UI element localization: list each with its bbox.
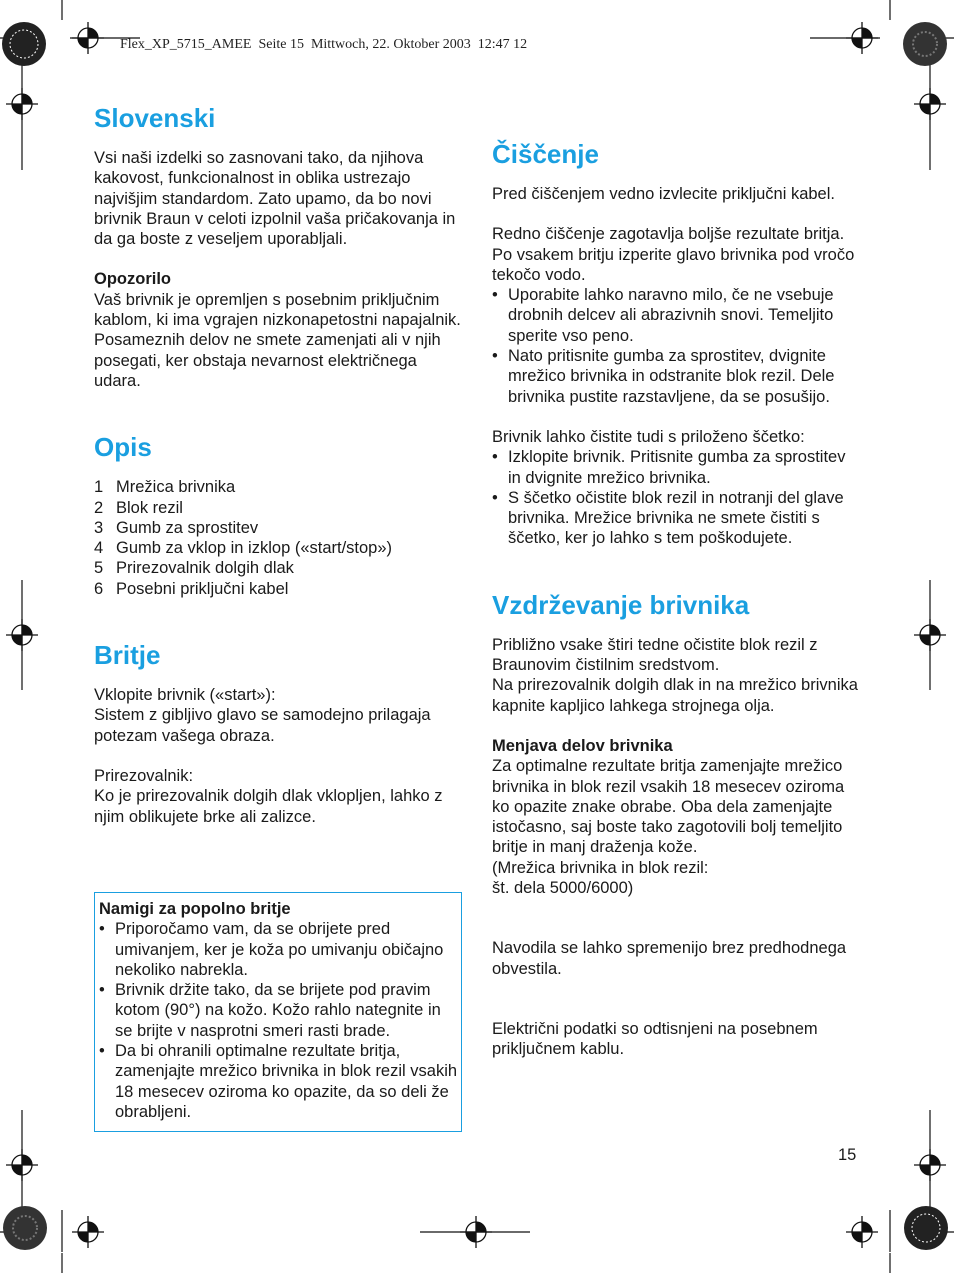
- list-item: • Izklopite brivnik. Pritisnite gumba za sprostitev in dvignite mrežico brivnika.: [492, 447, 862, 488]
- section-title-ciscenje: Čiščenje: [492, 139, 599, 169]
- electrical-paragraph: Električni podatki so odtisnjeni na posebnem priključnem kablu.: [492, 1019, 818, 1059]
- list-item: 5 Prirezovalnik dolgih dlak: [94, 559, 294, 578]
- section-title-opis: Opis: [94, 432, 152, 463]
- warning-heading: Opozorilo: [94, 270, 171, 289]
- list-item: • Da bi ohranili optimalne rezultate britja, zamenjajte mrežico brivnika in blok rezil vsakih 18 mesecev oziroma ko opazite, da so deli že obrabljeni.: [99, 1041, 461, 1122]
- list-item: • Nato pritisnite gumba za sprostitev, dvignite mrežico brivnika in odstranite blok rezil. Dele brivnika pustite razstavljene, da se posušijo.: [492, 346, 862, 407]
- maintenance-paragraph: Približno vsake štiri tedne očistite blok rezil z Braunovim čistilnim sredstvom.: [492, 635, 818, 675]
- list-item: • S ščetko očistite blok rezil in notranji del glave brivnika. Mrežice brivnika ne smete čistiti s ščetko, ker jo lahko s tem poškodujete.: [492, 488, 862, 549]
- britje-line: Vklopite brivnik («start»):: [94, 686, 276, 705]
- list-item: 3 Gumb za sprostitev: [94, 518, 259, 537]
- section-title-vzdrzevanje: Vzdrževanje brivnika: [492, 589, 750, 620]
- cleaning-list: [492, 285, 862, 407]
- replacement-parts-line: (Mrežica brivnika in blok rezil:: [492, 858, 709, 877]
- warning-paragraph: Vaš brivnik je opremljen s posebnim priključnim kablom, ki ima vgrajen nizkonapetostni napajalnik. Posameznih delov ne smete zamenjati ali v njih posegati, ker obstaja nevarnost električnega udara.: [94, 290, 461, 390]
- list-item: 6 Posebni priključni kabel: [94, 579, 289, 598]
- cleaning-paragraph: Pred čiščenjem vedno izvlecite priključni kabel.: [492, 185, 835, 203]
- maintenance-paragraph: Na prirezovalnik dolgih dlak in na mrežico brivnika kapnite kapljico lahkega strojnega olja.: [492, 676, 858, 715]
- trimmer-line: Prirezovalnik:: [94, 766, 194, 785]
- parts-list: [94, 477, 464, 599]
- notice-paragraph: Navodila se lahko spremenijo brez predhodnega obvestila.: [492, 939, 847, 978]
- trimmer-paragraph: Ko je prirezovalnik dolgih dlak vklopljen, lahko z njim oblikujete brke ali zalizce.: [94, 787, 443, 826]
- section-title-britje: Britje: [94, 640, 161, 671]
- tips-box: [94, 892, 462, 1132]
- print-slug: Flex_XP_5715_AMEE Seite 15 Mittwoch, 22. Oktober 2003 12:47 12: [120, 37, 528, 52]
- replacement-heading: Menjava delov brivnika: [492, 736, 673, 755]
- list-item: • Brivnik držite tako, da se brijete pod pravim kotom (90°) na kožo. Kožo rahlo nategnite in se brijte v nasprotni smeri rasti brade.: [99, 980, 461, 1041]
- tips-list: [99, 919, 461, 1122]
- list-item: 1 Mrežica brivnika: [94, 478, 236, 497]
- replacement-paragraph: Za optimalne rezultate britja zamenjajte mrežico brivnika in blok rezil vsakih 18 mesecev oziroma ko opazite znake obrabe. Oba dela zamenjajte istočasno, saj boste tako zagotovili bolj temeljito britje in manj draženja kože.: [492, 757, 845, 857]
- cleaning-paragraph: Brivnik lahko čistite tudi s priloženo ščetko:: [492, 427, 805, 446]
- list-item: • Uporabite lahko naravno milo, če ne vsebuje drobnih delcev ali abrazivnih snovi. Temeljito sperite vso peno.: [492, 285, 862, 346]
- list-item: 4 Gumb za vklop in izklop («start/stop»): [94, 539, 393, 558]
- page-number: 15: [838, 1146, 857, 1164]
- tips-heading: Namigi za popolno britje: [99, 900, 291, 918]
- right-column: [492, 138, 862, 1060]
- intro-paragraph: Vsi naši izdelki so zasnovani tako, da njihova kakovost, funkcionalnost in oblika ustrezajo najvišjim standardom. Zato upamo, da bo novi brivnik Braun v celoti izpolnil vaša pričakovanja in da ga boste z veseljem uporabljali.: [94, 149, 456, 249]
- britje-paragraph: Sistem z gibljivo glavo se samodejno prilagaja potezam vašega obraza.: [94, 706, 431, 745]
- list-item: • Priporočamo vam, da se obrijete pred umivanjem, ker je koža po umivanju običajno nekoliko nabrekla.: [99, 919, 461, 980]
- section-title-slovenski: Slovenski: [94, 103, 216, 133]
- list-item: 2 Blok rezil: [94, 498, 183, 517]
- brush-list: [492, 447, 862, 548]
- cleaning-paragraph: Redno čiščenje zagotavlja boljše rezultate britja. Po vsakem britju izperite glavo brivnika pod vročo tekočo vodo.: [492, 225, 855, 284]
- left-column: [94, 102, 464, 827]
- replacement-parts-line: št. dela 5000/6000): [492, 879, 634, 898]
